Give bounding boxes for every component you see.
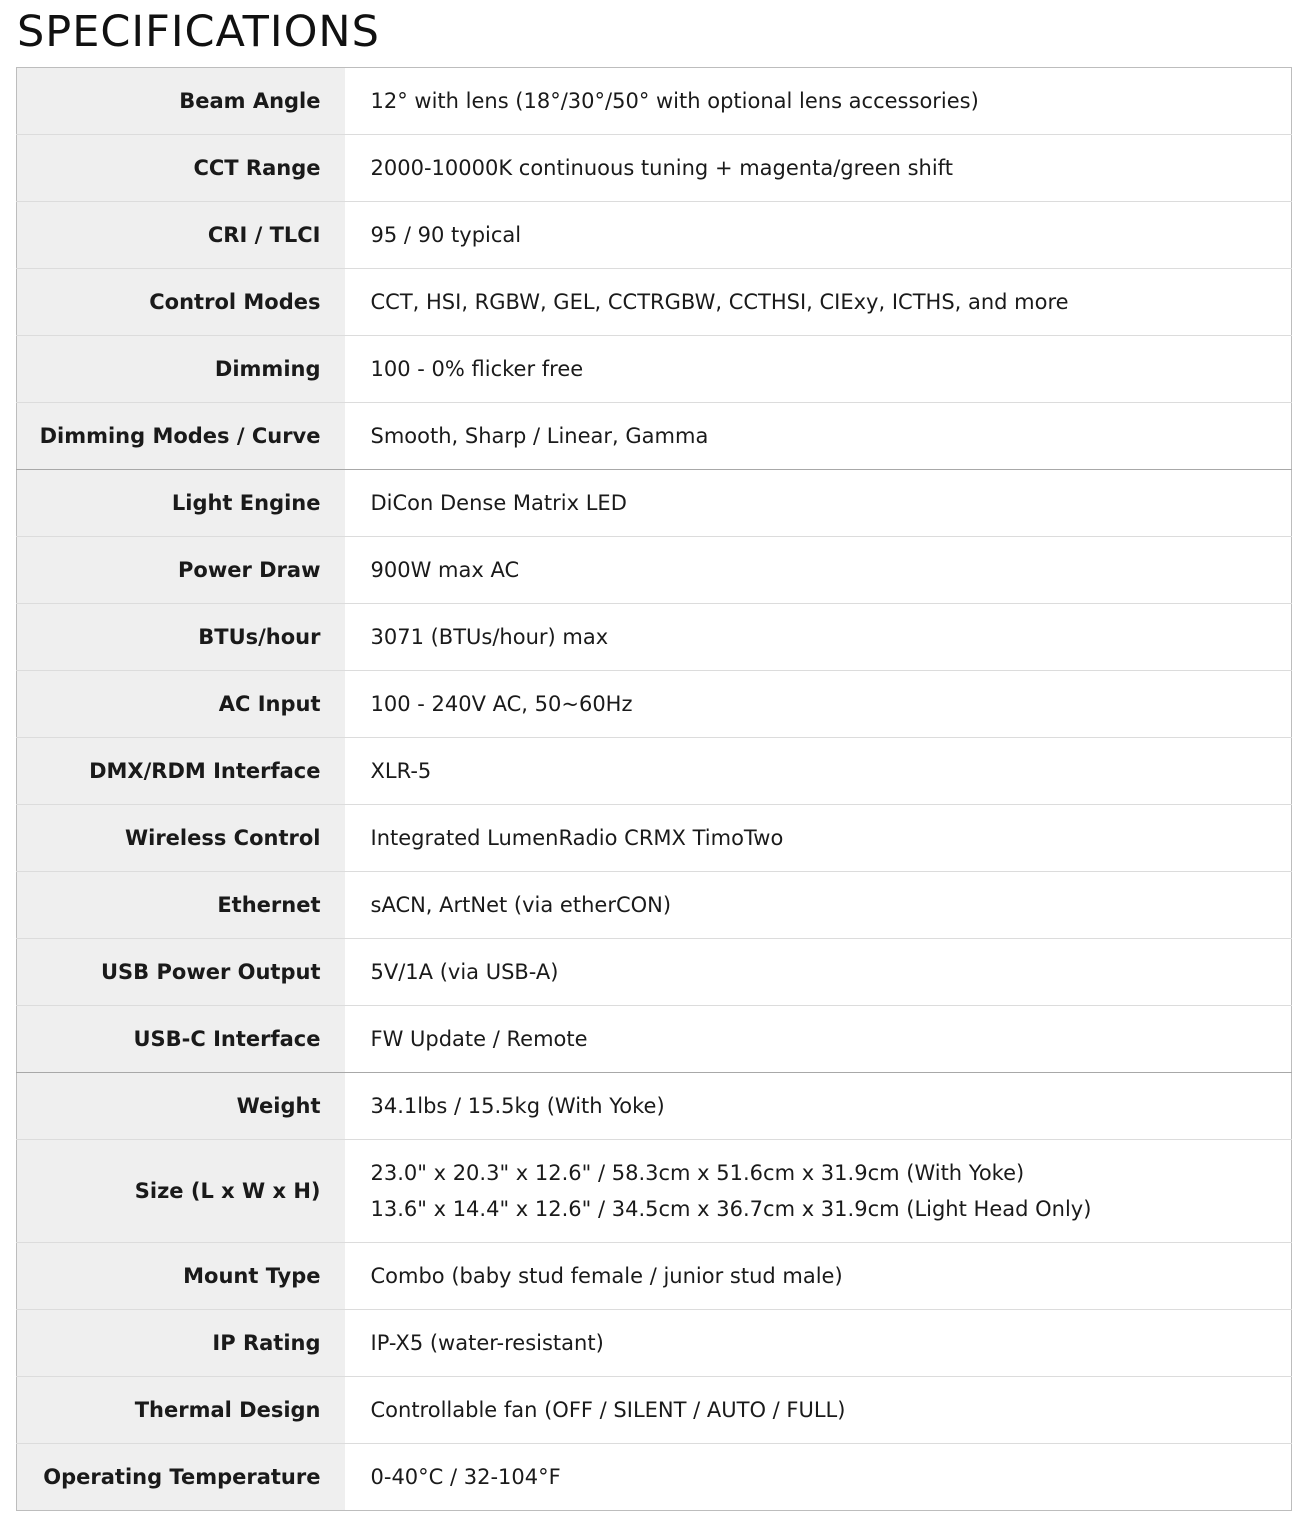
spec-label: Control Modes bbox=[17, 269, 345, 336]
spec-value: 12° with lens (18°/30°/50° with optional lens accessories) bbox=[345, 68, 1292, 135]
spec-value: 3071 (BTUs/hour) max bbox=[345, 604, 1292, 671]
spec-label: BTUs/hour bbox=[17, 604, 345, 671]
specifications-table bbox=[16, 67, 1292, 1511]
spec-value: Controllable fan (OFF / SILENT / AUTO / FULL) bbox=[345, 1377, 1292, 1444]
spec-label: Dimming bbox=[17, 336, 345, 403]
table-row bbox=[17, 1006, 1292, 1073]
spec-label: Operating Temperature bbox=[17, 1444, 345, 1511]
table-row bbox=[17, 872, 1292, 939]
table-row bbox=[17, 671, 1292, 738]
table-row bbox=[17, 1243, 1292, 1310]
spec-label: Thermal Design bbox=[17, 1377, 345, 1444]
spec-value: Combo (baby stud female / junior stud male) bbox=[345, 1243, 1292, 1310]
spec-label: Dimming Modes / Curve bbox=[17, 403, 345, 470]
table-row bbox=[17, 738, 1292, 805]
spec-value: 100 - 240V AC, 50~60Hz bbox=[345, 671, 1292, 738]
spec-value-line: 13.6" x 14.4" x 12.6" / 34.5cm x 36.7cm x 31.9cm (Light Head Only) bbox=[370, 1197, 1092, 1221]
spec-value: 900W max AC bbox=[345, 537, 1292, 604]
spec-label: Mount Type bbox=[17, 1243, 345, 1310]
spec-value: 34.1lbs / 15.5kg (With Yoke) bbox=[345, 1073, 1292, 1140]
spec-value: IP-X5 (water-resistant) bbox=[345, 1310, 1292, 1377]
table-row bbox=[17, 1073, 1292, 1140]
spec-label: Weight bbox=[17, 1073, 345, 1140]
page-title: SPECIFICATIONS bbox=[17, 7, 380, 57]
spec-value: 95 / 90 typical bbox=[345, 202, 1292, 269]
table-row bbox=[17, 135, 1292, 202]
spec-value: 100 - 0% flicker free bbox=[345, 336, 1292, 403]
table-row bbox=[17, 1444, 1292, 1511]
spec-value: 2000-10000K continuous tuning + magenta/green shift bbox=[345, 135, 1292, 202]
spec-label: Size (L x W x H) bbox=[17, 1140, 345, 1243]
table-row bbox=[17, 336, 1292, 403]
spec-label: USB-C Interface bbox=[17, 1006, 345, 1073]
spec-label: CRI / TLCI bbox=[17, 202, 345, 269]
table-row bbox=[17, 1310, 1292, 1377]
table-row bbox=[17, 202, 1292, 269]
spec-value: DiCon Dense Matrix LED bbox=[345, 470, 1292, 537]
spec-value: sACN, ArtNet (via etherCON) bbox=[345, 872, 1292, 939]
spec-label: DMX/RDM Interface bbox=[17, 738, 345, 805]
spec-value: Integrated LumenRadio CRMX TimoTwo bbox=[345, 805, 1292, 872]
spec-label: USB Power Output bbox=[17, 939, 345, 1006]
spec-label: Beam Angle bbox=[17, 68, 345, 135]
table-row bbox=[17, 805, 1292, 872]
spec-value: FW Update / Remote bbox=[345, 1006, 1292, 1073]
spec-value bbox=[345, 1140, 1292, 1243]
table-row bbox=[17, 269, 1292, 336]
spec-label: Power Draw bbox=[17, 537, 345, 604]
table-row bbox=[17, 537, 1292, 604]
table-row bbox=[17, 470, 1292, 537]
table-row bbox=[17, 939, 1292, 1006]
spec-value-line: 23.0" x 20.3" x 12.6" / 58.3cm x 51.6cm x 31.9cm (With Yoke) bbox=[370, 1161, 1025, 1185]
spec-label: Light Engine bbox=[17, 470, 345, 537]
spec-label: CCT Range bbox=[17, 135, 345, 202]
spec-label: Wireless Control bbox=[17, 805, 345, 872]
table-row bbox=[17, 68, 1292, 135]
table-row bbox=[17, 1140, 1292, 1243]
spec-value: CCT, HSI, RGBW, GEL, CCTRGBW, CCTHSI, CIExy, ICTHS, and more bbox=[345, 269, 1292, 336]
spec-value: Smooth, Sharp / Linear, Gamma bbox=[345, 403, 1292, 470]
spec-label: IP Rating bbox=[17, 1310, 345, 1377]
table-row bbox=[17, 604, 1292, 671]
spec-value: 0-40°C / 32-104°F bbox=[345, 1444, 1292, 1511]
spec-label: Ethernet bbox=[17, 872, 345, 939]
spec-value: 5V/1A (via USB-A) bbox=[345, 939, 1292, 1006]
spec-label: AC Input bbox=[17, 671, 345, 738]
table-row bbox=[17, 403, 1292, 470]
table-row bbox=[17, 1377, 1292, 1444]
spec-value: XLR-5 bbox=[345, 738, 1292, 805]
